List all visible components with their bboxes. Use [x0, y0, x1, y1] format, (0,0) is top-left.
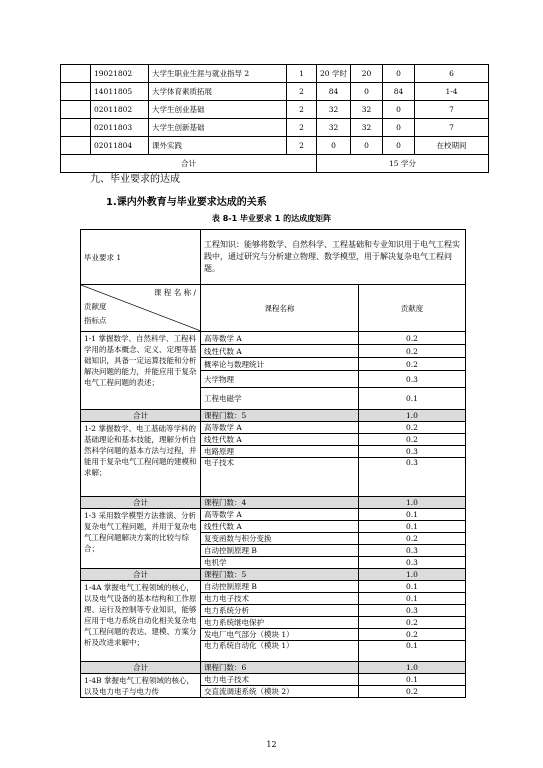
contribution-cell: 0.2: [359, 345, 466, 358]
subtotal-row: [81, 410, 466, 422]
section-title: 九、毕业要求的达成: [90, 174, 180, 185]
course-credit: 2: [287, 137, 317, 155]
course-cell: 电力系统自动化（模块 1）: [201, 641, 359, 662]
subtotal-value: 1.0: [359, 497, 466, 509]
table-row: [81, 674, 466, 686]
subtotal-row: [81, 569, 466, 581]
contribution-cell: 0.2: [359, 358, 466, 371]
subtotal-label: 合计: [81, 410, 201, 422]
header-contribution-column: 贡献度: [359, 285, 466, 332]
course-code: 19021802: [91, 65, 149, 83]
diagonal-header-cell: [81, 285, 201, 332]
course-practice: 0: [383, 101, 415, 119]
table-caption: 表 8-1 毕业要求 1 的达成度矩阵: [211, 214, 332, 223]
subtotal-value: 1.0: [359, 410, 466, 422]
course-practice: 0: [383, 137, 415, 155]
course-cell: 电力系统分析: [201, 605, 359, 617]
course-theory: 20: [351, 65, 383, 83]
course-total: 32: [317, 119, 351, 137]
course-practice: 84: [383, 83, 415, 101]
indicator-cell: 1-4B 掌握电气工程领域的核心，以及电力电子与电力传: [81, 674, 201, 698]
contribution-cell: 0.3: [359, 545, 466, 557]
course-cell: 电机学: [201, 557, 359, 569]
course-cell: 电子技术: [201, 458, 359, 497]
indicator-cell: 1-1 掌握数学、自然科学、工程科学用的基本概念、定义、定理等基础知识，具备一定运算技能和分析解决问题的能力，并能应用于复杂电气工程问题的表述；: [81, 332, 201, 410]
course-semester: 7: [415, 119, 489, 137]
course-total: 20 学时: [317, 65, 351, 83]
contribution-cell: 0.2: [359, 332, 466, 345]
course-cell: 线性代数 A: [201, 345, 359, 358]
course-cell: 概率论与数理统计: [201, 358, 359, 371]
course-cell: 线性代数 A: [201, 521, 359, 533]
header-contribution: 贡献度: [84, 302, 107, 311]
course-count: 课程门数：5: [201, 569, 359, 581]
course-practice: 0: [383, 65, 415, 83]
course-cell: 高等数学 A: [201, 422, 359, 434]
header-row: [81, 285, 466, 332]
course-cell: 大学物理: [201, 371, 359, 388]
course-theory: 32: [351, 101, 383, 119]
course-total: 84: [317, 83, 351, 101]
contribution-cell: 0.2: [359, 617, 466, 629]
table-row: [61, 65, 489, 83]
course-credit: 2: [287, 119, 317, 137]
course-cell: 高等数学 A: [201, 509, 359, 521]
table-row: [61, 119, 489, 137]
subtotal-label: 合计: [81, 497, 201, 509]
course-name: 大学生创业基础: [149, 101, 287, 119]
course-cell: 电力电子技术: [201, 593, 359, 605]
indicator-cell: 1-2 掌握数学、电工基础等学科的基础理论和基本技能，理解分析自然科学问题的基本方法与过程，并能用于复杂电气工程问题的建模和求解；: [81, 422, 201, 497]
course-cell: 自动控制原理 B: [201, 581, 359, 593]
course-total: 0: [317, 137, 351, 155]
course-theory: 0: [351, 137, 383, 155]
contribution-cell: 0.3: [359, 458, 466, 497]
header-course-column: 课程名称: [201, 285, 359, 332]
contribution-cell: 0.3: [359, 371, 466, 388]
course-code: 02011803: [91, 119, 149, 137]
course-name: 大学体育素质拓展: [149, 83, 287, 101]
requirement-text: 工程知识：能够将数学、自然科学、工程基础和专业知识用于电气工程实践中，通过研究与分析建立物理、数学模型，用于解决复杂电气工程问题。: [201, 230, 466, 285]
contribution-cell: 0.1: [359, 641, 466, 662]
course-code: 02011802: [91, 101, 149, 119]
subtotal-row: [81, 497, 466, 509]
subtotal-value: 1.0: [359, 662, 466, 674]
course-semester: 6: [415, 65, 489, 83]
table-row: [61, 101, 489, 119]
contribution-cell: 0.1: [359, 509, 466, 521]
course-semester: 7: [415, 101, 489, 119]
contribution-cell: 0.3: [359, 446, 466, 458]
course-semester: 1-4: [415, 83, 489, 101]
subsection-title: 1.课内外教育与毕业要求达成的关系: [106, 197, 267, 208]
contribution-cell: 0.1: [359, 388, 466, 410]
table-row: [81, 332, 466, 345]
table-row: [81, 422, 466, 434]
course-theory: 0: [351, 83, 383, 101]
total-value: 15 学分: [317, 155, 489, 173]
course-count: 课程门数：6: [201, 662, 359, 674]
course-cell: 自动控制原理 B: [201, 545, 359, 557]
course-practice: 0: [383, 119, 415, 137]
course-theory: 32: [351, 119, 383, 137]
course-count: 课程门数：4: [201, 497, 359, 509]
course-cell: 交直流调速系统（模块 2）: [201, 686, 359, 698]
subtotal-row: [81, 662, 466, 674]
requirement-label: 毕业要求 1: [81, 230, 201, 285]
table-row: [81, 581, 466, 593]
course-cell: 电力系统继电保护: [201, 617, 359, 629]
contribution-cell: 0.1: [359, 521, 466, 533]
course-name: 课外实践: [149, 137, 287, 155]
contribution-cell: 0.1: [359, 593, 466, 605]
course-credit: 2: [287, 101, 317, 119]
subtotal-value: 1.0: [359, 569, 466, 581]
total-label: 合计: [61, 155, 317, 173]
table-row: [61, 83, 489, 101]
contribution-cell: 0.2: [359, 533, 466, 545]
page-number: 12: [266, 740, 277, 749]
course-credit: 1: [287, 65, 317, 83]
course-cell: 复变函数与积分变换: [201, 533, 359, 545]
header-indicator: 指标点: [84, 316, 107, 325]
course-cell: 线性代数 A: [201, 434, 359, 446]
contribution-cell: 0.2: [359, 434, 466, 446]
course-count: 课程门数：5: [201, 410, 359, 422]
contribution-cell: 0.3: [359, 557, 466, 569]
course-table: [60, 64, 489, 173]
contribution-cell: 0.1: [359, 581, 466, 593]
course-cell: 发电厂电气部分（模块 1）: [201, 629, 359, 641]
contribution-cell: 0.2: [359, 629, 466, 641]
course-cell: 电路原理: [201, 446, 359, 458]
table-row: [61, 137, 489, 155]
subtotal-label: 合计: [81, 662, 201, 674]
contribution-cell: 0.2: [359, 686, 466, 698]
contribution-cell: 0.3: [359, 605, 466, 617]
course-cell: 高等数学 A: [201, 332, 359, 345]
attainment-matrix: [80, 229, 466, 698]
subtotal-label: 合计: [81, 569, 201, 581]
requirement-row: [81, 230, 466, 285]
course-semester: 在校期间: [415, 137, 489, 155]
course-name: 大学生职业生涯与就业指导 2: [149, 65, 287, 83]
contribution-cell: 0.1: [359, 674, 466, 686]
indicator-cell: 1-3 采用数学模型方法推演、分析复杂电气工程问题，并用于复杂电气工程问题解决方案的比较与综合；: [81, 509, 201, 569]
course-name: 大学生创新基础: [149, 119, 287, 137]
course-cell: 工程电磁学: [201, 388, 359, 410]
course-credit: 2: [287, 83, 317, 101]
course-cell: 电力电子技术: [201, 674, 359, 686]
course-total: 32: [317, 101, 351, 119]
table-row: [81, 509, 466, 521]
contribution-cell: 0.2: [359, 422, 466, 434]
header-course-name: 课 程 名 称 /: [153, 288, 196, 297]
course-code: 02011804: [91, 137, 149, 155]
indicator-cell: 1-4A 掌握电气工程领域的核心，以及电气设备的基本结构和工作原理、运行及控制等专业知识，能够应用于电力系统自动化相关复杂电气工程问题的表达、建模、方案分析及改进求解中；: [81, 581, 201, 662]
course-code: 14011805: [91, 83, 149, 101]
